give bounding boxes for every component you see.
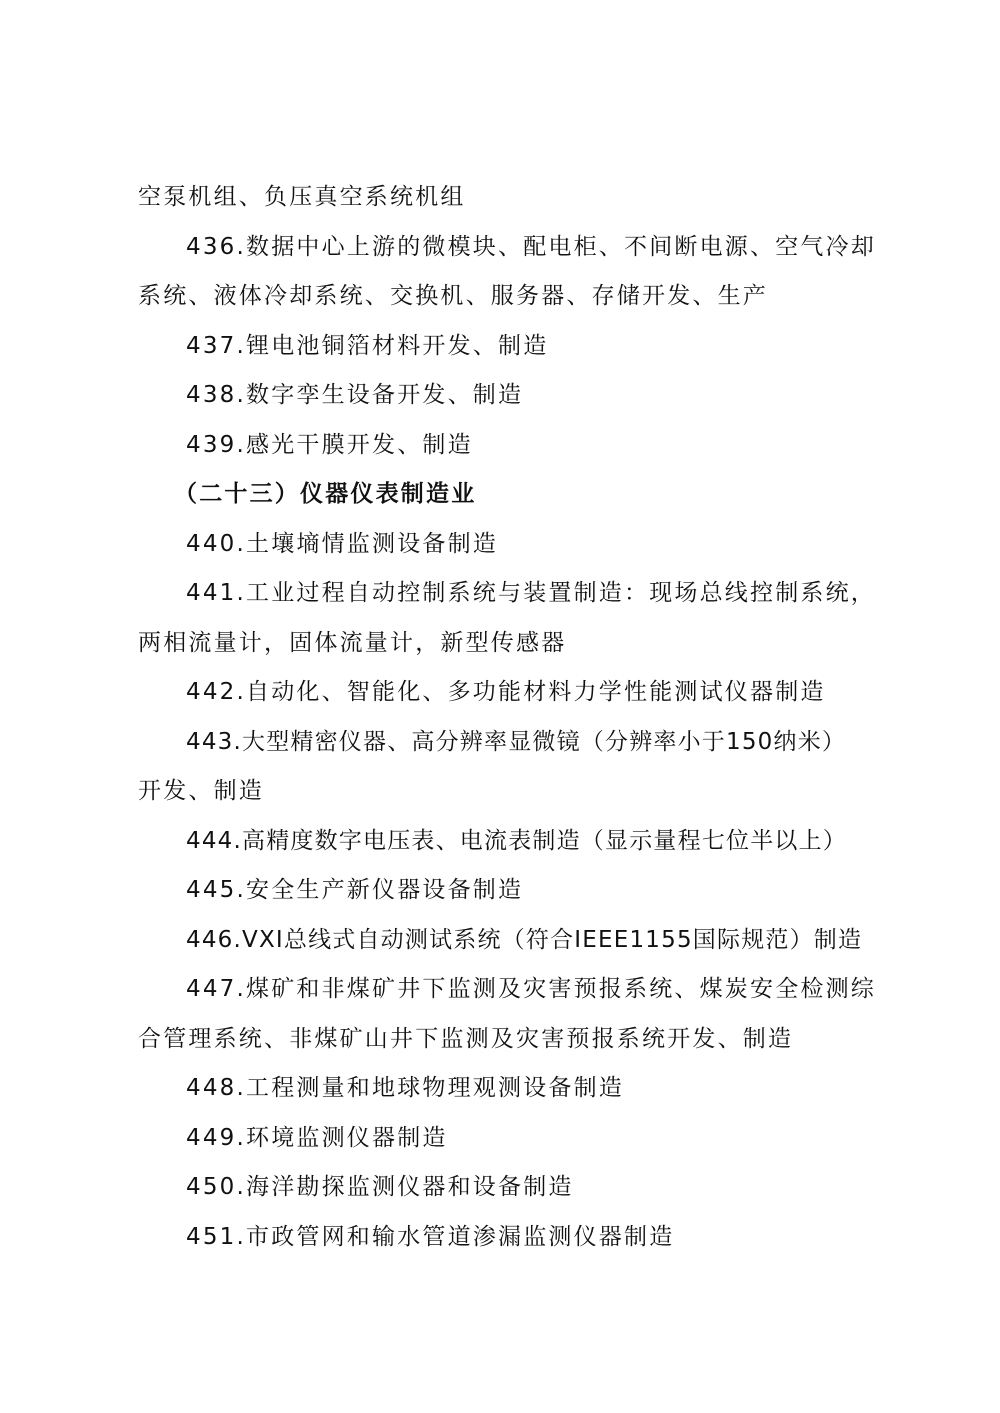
list-item-450: 450.海洋勘探监测仪器和设备制造 xyxy=(186,1174,574,1200)
text-line-continuation: 开发、制造 xyxy=(138,778,264,804)
list-item-441: 441.工业过程自动控制系统与装置制造：现场总线控制系统， xyxy=(186,580,877,606)
list-item-442: 442.自动化、智能化、多功能材料力学性能测试仪器制造 xyxy=(186,679,826,705)
section-heading: （二十三）仪器仪表制造业 xyxy=(174,481,477,507)
list-item-437: 437.锂电池铜箔材料开发、制造 xyxy=(186,332,549,359)
list-item-451: 451.市政管网和输水管道渗漏监测仪器制造 xyxy=(186,1223,675,1250)
list-item-445: 445.安全生产新仪器设备制造 xyxy=(186,877,524,903)
list-item-447: 447.煤矿和非煤矿井下监测及灾害预报系统、煤炭安全检测综 xyxy=(186,976,877,1002)
list-item-439: 439.感光干膜开发、制造 xyxy=(186,431,473,458)
list-item-444: 444.高精度数字电压表、电流表制造（显示量程七位半以上） xyxy=(186,827,848,854)
list-item-446: 446.VXI总线式自动测试系统（符合IEEE1155国际规范）制造 xyxy=(186,926,863,953)
text-line-continuation: 合管理系统、非煤矿山井下监测及灾害预报系统开发、制造 xyxy=(138,1025,794,1052)
list-item-448: 448.工程测量和地球物理观测设备制造 xyxy=(186,1075,625,1101)
text-line-continuation: 系统、液体冷却系统、交换机、服务器、存储开发、生产 xyxy=(138,283,768,309)
list-item-449: 449.环境监测仪器制造 xyxy=(186,1124,448,1151)
text-line-continuation: 空泵机组、负压真空系统机组 xyxy=(138,184,466,210)
list-item-440: 440.土壤墒情监测设备制造 xyxy=(186,530,499,557)
list-item-438: 438.数字孪生设备开发、制造 xyxy=(186,382,524,408)
list-item-443: 443.大型精密仪器、高分辨率显微镜（分辨率小于150纳米） xyxy=(186,728,847,755)
text-line-continuation: 两相流量计，固体流量计，新型传感器 xyxy=(138,629,567,656)
list-item-436: 436.数据中心上游的微模块、配电柜、不间断电源、空气冷却 xyxy=(186,233,877,260)
document-body xyxy=(138,173,877,1262)
